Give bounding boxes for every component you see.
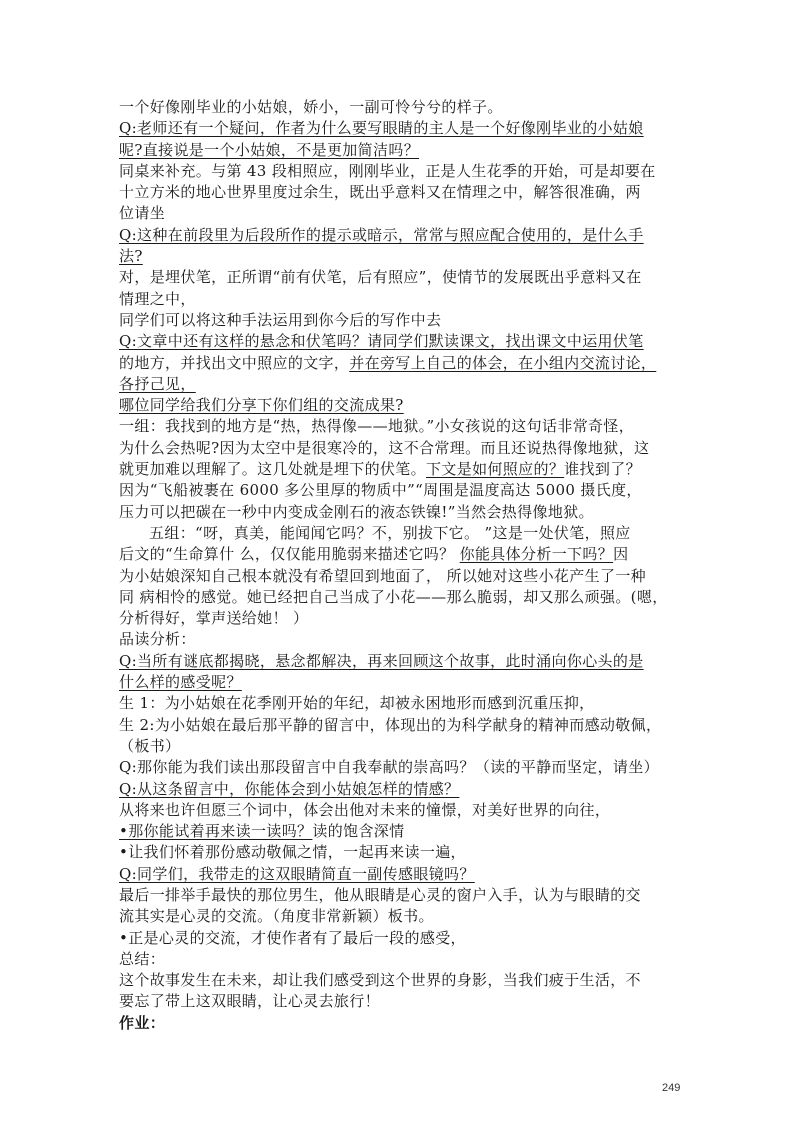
text-line [119,885,691,906]
text-segment: 位请坐 [119,204,166,223]
text-segment: 流其实是心灵的交流。（角度非常新颖）板书。 [119,907,434,926]
text-line [119,566,691,587]
text-line [119,374,691,395]
text-line [119,310,691,331]
underlined-text: 什么样的感受呢？ [119,673,242,692]
text-segment: 作业： [119,1013,166,1032]
text-line [119,651,691,672]
text-segment: 压力可以把碳在一秒中内变成金刚石的液态铁镍!”当然会热得像地狱。 [119,502,594,521]
text-line [119,928,691,949]
text-line [119,502,691,523]
text-line [119,991,691,1012]
text-segment: 为小姑娘深知自己根本就没有希望回到地面了， 所以她对这些小花产生了一种 [119,566,647,585]
text-segment: 十立方米的地心世界里度过余生，既出乎意料又在情理之中，解答很准确，两 [119,183,641,202]
text-line [119,864,691,885]
text-segment: 的地方，并找出文中照应的文字， [119,353,350,372]
text-segment: 品读分析： [119,630,196,649]
text-segment: 同桌来补充。与第 43 段相照应，刚刚毕业，正是人生花季的开始，可是却要在 [119,161,656,180]
underlined-text: 下文是如何照应的？ [426,460,565,479]
text-segment: 因为“飞船被裹在 6000 多公里厚的物质中”“周围是温度高达 5000 摄氏度， [119,481,642,500]
text-line [119,715,691,736]
text-segment: 谁找到了？ [564,460,641,479]
text-line [119,779,691,800]
text-line [119,97,691,118]
text-line [119,800,691,821]
text-line [119,246,691,267]
text-segment: 生 2:为小姑娘在最后那平静的留言中，体现出的为科学献身的精神而感动敬佩， [119,715,662,734]
text-segment: 一组：我找到的地方是“热，热得像——地狱。”小女孩说的这句话非常奇怪， [119,417,635,436]
text-segment: 为什么会热呢?因为太空中是很寒冷的，这不合常理。而且还说热得像地狱，这 [119,438,650,457]
text-line [119,821,691,842]
text-line [119,225,691,246]
underlined-text: Q:同学们，我带走的这双眼睛简直一副传感眼镜吗？ [119,864,475,883]
text-line [119,949,691,970]
text-segment: 要忘了带上这双眼睛，让心灵去旅行！ [119,992,380,1011]
text-segment: 分析得好，掌声送给她！ ） [119,609,309,628]
text-segment: 同 病相怜的感觉。她已经把自己当成了小花——那么脆弱，却又那么顽强。(嗯， [119,587,668,606]
text-segment: 生 1：为小姑娘在花季刚开始的年纪，却被永困地形而感到沉重压抑， [119,694,595,713]
text-line [119,970,691,991]
text-segment: 一个好像刚毕业的小姑娘，娇小，一副可怜兮兮的样子。 [119,98,503,116]
text-segment: 情理之中， [119,289,196,308]
text-line [119,842,691,863]
text-segment: 最后一排举手最快的那位男生，他从眼睛是心灵的窗户入手，认为与眼睛的交 [119,885,641,904]
text-line [119,736,691,757]
underlined-text: Q:老师还有一个疑问，作者为什么要写眼睛的主人是一个好像刚毕业的小姑娘 [119,119,644,138]
text-segment: •让我们怀着那份感动敬佩之情，一起再来读一遍， [119,843,466,862]
underlined-text: 并在旁写上自己的体会，在小组内交流讨论， [349,353,657,372]
text-line [119,629,691,650]
text-line [119,140,691,161]
text-line [119,480,691,501]
text-segment: 这个故事发生在未来，却让我们感受到这个世界的身影，当我们疲于生活，不 [119,971,641,990]
text-line [119,331,691,352]
text-line [119,906,691,927]
text-line [119,353,691,374]
text-line [119,395,691,416]
underlined-text: •那你能试着再来读一读吗？ [119,822,313,841]
underlined-text: Q:从这条留言中，你能体会到小姑娘怎样的情感？ [119,779,460,798]
underlined-text: 呢?直接说是一个小姑娘，不是更加简洁吗？ [119,140,420,159]
text-line [119,608,691,629]
text-segment: 读的饱含深情 [312,822,405,841]
text-line [119,459,691,480]
text-line [119,416,691,437]
text-line [119,672,691,693]
text-line [119,523,691,544]
underlined-text: Q:文章中还有这样的悬念和伏笔吗？请同学们默读课文，找出课文中运用伏笔 [119,332,644,351]
underlined-text: 各抒己见， [119,374,196,393]
text-segment: •正是心灵的交流，才使作者有了最后一段的感受， [119,928,466,947]
text-segment: 后文的“生命算什 么，仅仅能用脆弱来描述它吗？ [119,545,460,564]
text-segment: 对，是埋伏笔，正所谓“前有伏笔，后有照应”，使情节的发展既出乎意料又在 [119,268,642,287]
text-line [119,757,691,778]
text-line [119,161,691,182]
text-segment: 因 [613,545,629,564]
page-number: 249 [662,1082,681,1094]
text-segment: Q:那你能为我们读出那段留言中自我奉献的崇高吗？（读的平静而坚定，请坐） [119,758,659,777]
underlined-text: 法? [119,247,143,266]
text-segment: 就更加难以理解了。这几处就是埋下的伏笔。 [119,460,427,479]
underlined-text: Q:当所有谜底都揭晓，悬念都解决，再来回顾这个故事，此时涌向你心头的是 [119,651,644,670]
text-line [119,203,691,224]
text-line [119,182,691,203]
underlined-text: 你能具体分析一下吗？ [459,545,614,564]
text-line [119,587,691,608]
text-line [119,289,691,310]
text-line [119,438,691,459]
document-body [119,97,691,1034]
text-segment: 同学们可以将这种手法运用到你今后的写作中去 [119,310,442,329]
underlined-text: Q:这种在前段里为后段所作的提示或暗示，常常与照应配合使用的，是什么手 [119,225,644,244]
text-segment: 从将来也许但愿三个词中，体会出他对未来的憧憬，对美好世界的向往， [119,800,611,819]
text-line [119,118,691,139]
text-line [119,267,691,288]
text-line [119,1013,691,1034]
text-line [119,693,691,714]
text-segment: （板书） [119,736,181,755]
text-segment: 总结： [119,949,166,968]
text-segment: 五组：“呀，真美，能闻闻它吗？不，别拔下它。 ”这是一处伏笔，照应 [149,523,631,542]
underlined-text: 哪位同学给我们分享下你们组的交流成果? [119,396,404,415]
text-line [119,544,691,565]
